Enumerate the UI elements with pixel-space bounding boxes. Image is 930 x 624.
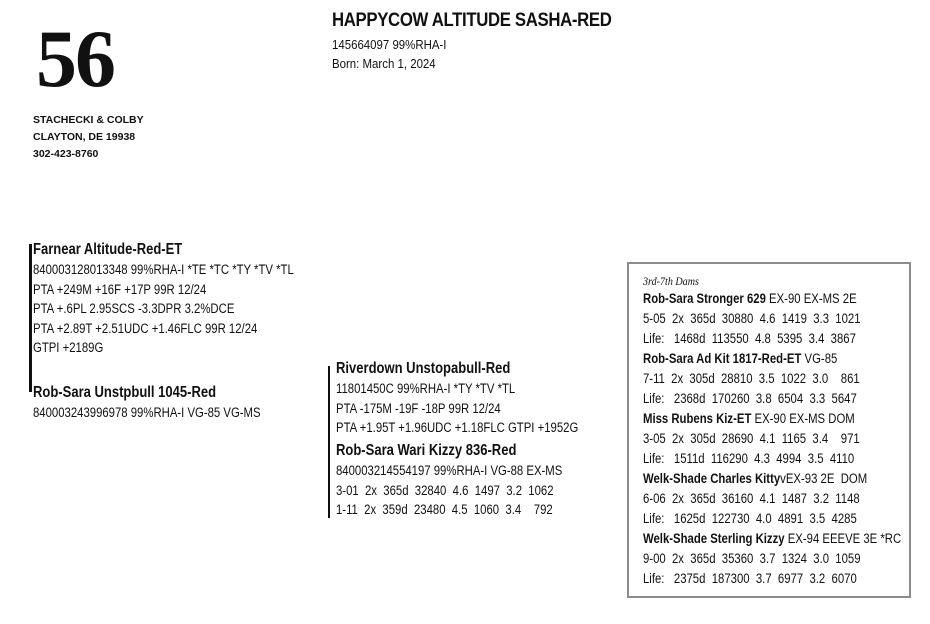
maternal-granddam-line: 840003214554197 99%RHA-I VG-88 EX-MS	[336, 463, 563, 478]
dam-entry-line: 7-11 2x 305d 28810 3.5 1022 3.0 861	[643, 371, 860, 386]
dam-entry-line: Life: 2368d 170260 3.8 6504 3.3 5647	[643, 391, 857, 406]
dam-entry-line: 3-05 2x 305d 28690 4.1 1165 3.4 971	[643, 431, 860, 446]
dam-entry-classification: EX-94 EEEVE 3E *RC	[784, 531, 902, 546]
sire-line: PTA +249M +16F +17P 99R 12/24	[33, 281, 207, 297]
dam-name: Rob-Sara Unstpbull 1045-Red	[33, 384, 217, 401]
dam-entry-title: Miss Rubens Kiz-ET	[643, 411, 752, 426]
maternal-grandsire-line: PTA +1.95T +1.96UDC +1.18FLC GTPI +1952G	[336, 420, 579, 435]
pedigree-bracket-maternal	[328, 366, 330, 518]
maternal-grandsire-name: Riverdown Unstopabull-Red	[336, 360, 511, 377]
maternal-granddam-name: Rob-Sara Wari Kizzy 836-Red	[336, 442, 517, 459]
pedigree-bracket-sire	[29, 244, 32, 392]
dam-entry-name	[643, 289, 901, 309]
dam-entry-name	[643, 529, 901, 549]
dam-entry-name	[643, 409, 901, 429]
animal-info	[332, 35, 446, 73]
dam-entry-line: Life: 1625d 122730 4.0 4891 3.5 4285	[643, 511, 857, 526]
maternal-grandsire-line: 11801450C 99%RHA-I *TY *TV *TL	[336, 381, 516, 396]
dam-entry-line: 5-05 2x 365d 30880 4.6 1419 3.3 1021	[643, 311, 861, 326]
dam-entry-classification: vEX-93 2E DOM	[780, 471, 868, 486]
maternal-grandsire-block	[336, 359, 578, 438]
dam-entry-line: Life: 1511d 116290 4.3 4994 3.5 4110	[643, 451, 855, 466]
dam-entry-title: Rob-Sara Ad Kit 1817-Red-ET	[643, 351, 802, 366]
lot-number: 56	[36, 13, 114, 104]
maternal-grandsire-line: PTA -175M -19F -18P 99R 12/24	[336, 400, 501, 416]
dam-entry-classification: EX-90 EX-MS 2E	[765, 291, 857, 306]
consignor-info	[33, 112, 144, 163]
consignor-phone: 302-423-8760	[33, 148, 99, 160]
dam-entry-line: 9-00 2x 365d 35360 3.7 1324 3.0 1059	[643, 551, 861, 566]
dams-heading: 3rd-7th Dams	[643, 274, 699, 288]
dam-entry-title: Welk-Shade Sterling Kizzy	[643, 531, 785, 546]
sire-name: Farnear Altitude-Red-ET	[33, 241, 183, 258]
dam-entry-line: Life: 2375d 187300 3.7 6977 3.2 6070	[643, 571, 857, 586]
dam-line: 840003243996978 99%RHA-I VG-85 VG-MS	[33, 405, 261, 420]
dam-entry-title: Rob-Sara Stronger 629	[643, 291, 766, 306]
animal-name: HAPPYCOW ALTITUDE SASHA-RED	[332, 9, 612, 31]
consignor-name: STACHECKI & COLBY	[33, 114, 144, 126]
dam-entry-name	[643, 469, 901, 489]
dam-entry-classification: EX-90 EX-MS DOM	[751, 411, 855, 426]
maternal-granddam-line: 1-11 2x 359d 23480 4.5 1060 3.4 792	[336, 502, 553, 517]
maternal-granddam-block	[336, 441, 562, 520]
dam-entry-classification: VG-85	[801, 351, 838, 366]
dam-entry-title: Welk-Shade Charles Kitty	[643, 471, 781, 486]
sire-line: GTPI +2189G	[33, 340, 104, 355]
dams-list	[643, 273, 901, 589]
sire-block	[33, 240, 294, 358]
dam-block	[33, 383, 261, 423]
dam-entry-line: 6-06 2x 365d 36160 4.1 1487 3.2 1148	[643, 491, 860, 506]
dam-entry-name	[643, 349, 901, 369]
animal-born-date: Born: March 1, 2024	[332, 56, 436, 71]
sire-line: 840003128013348 99%RHA-I *TE *TC *TY *TV *TL	[33, 262, 294, 277]
consignor-location: CLAYTON, DE 19938	[33, 131, 136, 143]
sire-line: PTA +2.89T +2.51UDC +1.46FLC 99R 12/24	[33, 320, 258, 336]
maternal-granddam-line: 3-01 2x 365d 32840 4.6 1497 3.2 1062	[336, 482, 554, 498]
animal-registration: 145664097 99%RHA-I	[332, 37, 447, 52]
dam-entry-line: Life: 1468d 113550 4.8 5395 3.4 3867	[643, 331, 856, 346]
sire-line: PTA +.6PL 2.95SCS -3.3DPR 3.2%DCE	[33, 301, 235, 316]
dams-box	[627, 262, 911, 598]
